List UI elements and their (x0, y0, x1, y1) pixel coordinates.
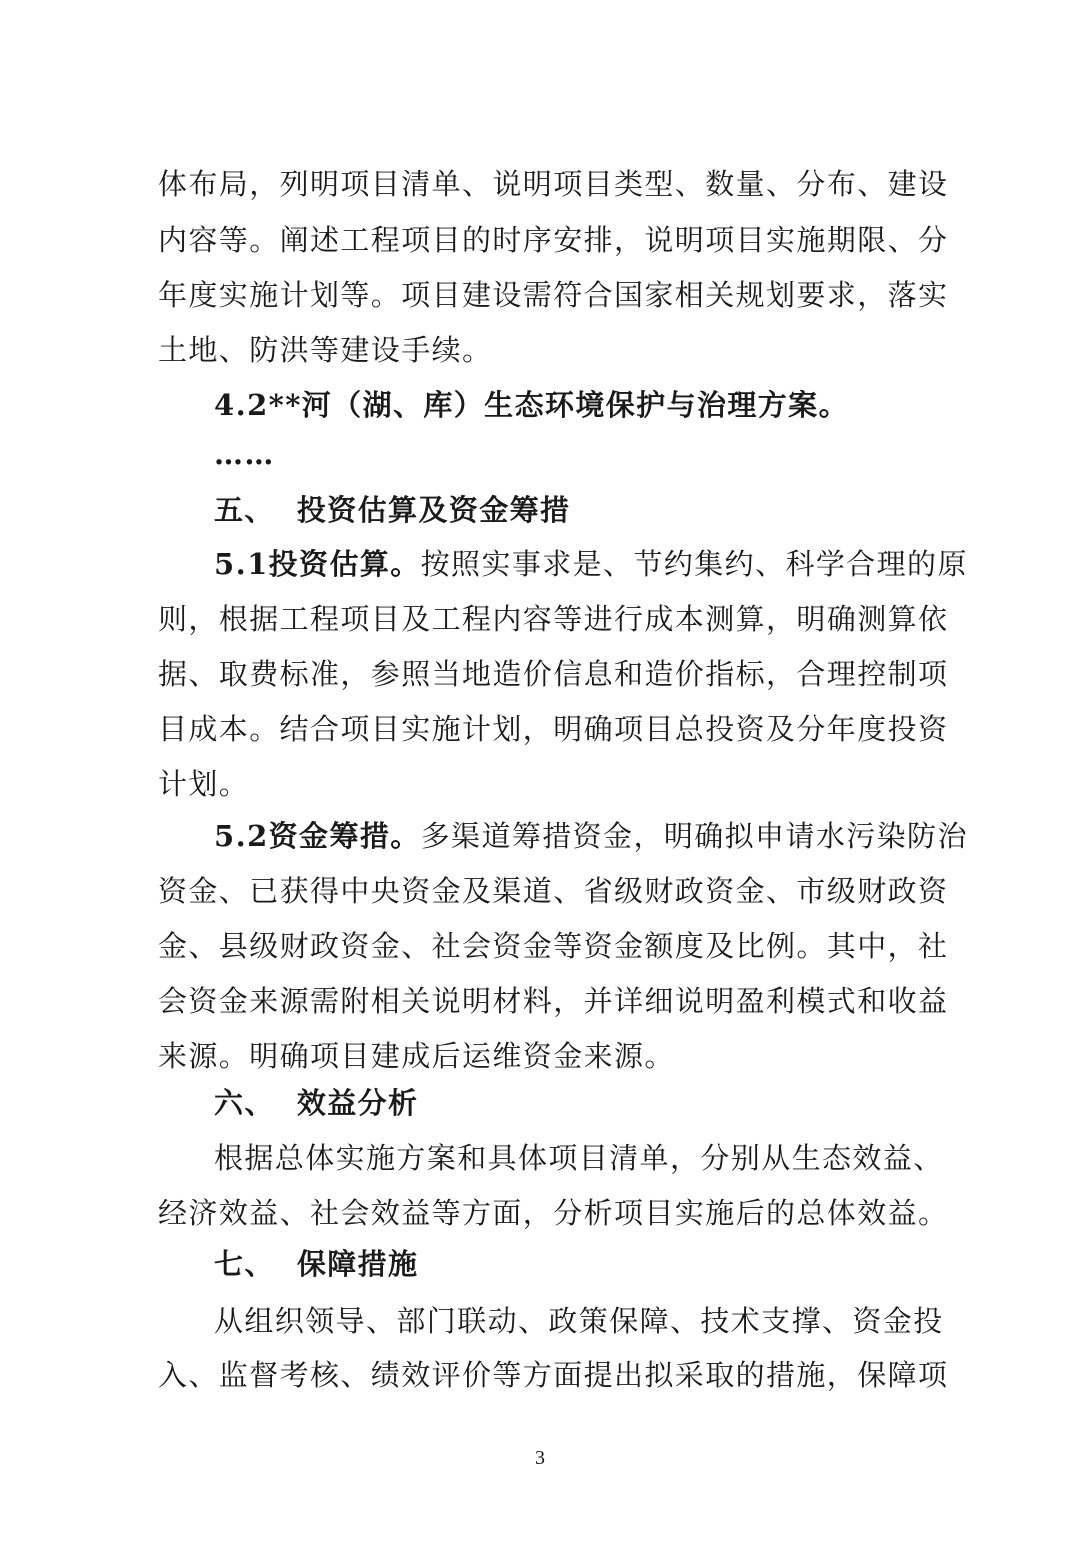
subsection-lead-5-1: 5.1投资估算。 (214, 547, 421, 581)
paragraph-line: 计划。 (158, 767, 250, 801)
section-number: 五、 (214, 493, 275, 527)
paragraph-line: 会资金来源需附相关说明材料，并详细说明盈利模式和收益 (158, 984, 949, 1018)
paragraph-line: 土地、防洪等建设手续。 (158, 333, 493, 367)
subsection-heading-4-2: 4.2**河（湖、库）生态环境保护与治理方案。 (214, 388, 849, 422)
paragraph-line: 年度实施计划等。项目建设需符合国家相关规划要求，落实 (158, 278, 949, 312)
paragraph-text: 多渠道筹措资金，明确拟申请水污染防治 (420, 819, 968, 853)
section-heading-7 (214, 1246, 418, 1282)
paragraph-text: 按照实事求是、节约集约、科学合理的原 (420, 547, 968, 581)
section-title: 保障措施 (296, 1247, 419, 1281)
paragraph-line: 目成本。结合项目实施计划，明确项目总投资及分年度投资 (158, 712, 949, 746)
page-number: 3 (535, 1447, 545, 1469)
paragraph-line: 从组织领导、部门联动、政策保障、技术支撑、资金投 (214, 1304, 944, 1338)
section-number: 六、 (214, 1086, 275, 1120)
paragraph-line (214, 818, 968, 854)
ellipsis: …… (214, 437, 275, 471)
paragraph-line: 来源。明确项目建成后运维资金来源。 (158, 1039, 675, 1073)
paragraph-line: 内容等。阐述工程项目的时序安排，说明项目实施期限、分 (158, 223, 949, 257)
paragraph-line (214, 546, 968, 582)
section-title: 投资估算及资金筹措 (296, 493, 571, 527)
section-heading-5 (214, 492, 570, 528)
section-title: 效益分析 (296, 1086, 419, 1120)
paragraph-line: 体布局，列明项目清单、说明项目类型、数量、分布、建设 (158, 167, 949, 201)
paragraph-line: 经济效益、社会效益等方面，分析项目实施后的总体效益。 (158, 1196, 949, 1230)
paragraph-line: 资金、已获得中央资金及渠道、省级财政资金、市级财政资 (158, 874, 949, 908)
section-number: 七、 (214, 1247, 275, 1281)
subsection-lead-5-2: 5.2资金筹措。 (214, 819, 421, 853)
paragraph-line: 金、县级财政资金、社会资金等资金额度及比例。其中，社 (158, 929, 949, 963)
section-heading-6 (214, 1085, 418, 1121)
paragraph-line: 据、取费标准，参照当地造价信息和造价指标，合理控制项 (158, 657, 949, 691)
paragraph-line: 入、监督考核、绩效评价等方面提出拟采取的措施，保障项 (158, 1358, 949, 1392)
paragraph-line: 则，根据工程项目及工程内容等进行成本测算，明确测算依 (158, 602, 949, 636)
paragraph-line: 根据总体实施方案和具体项目清单，分别从生态效益、 (214, 1141, 944, 1175)
